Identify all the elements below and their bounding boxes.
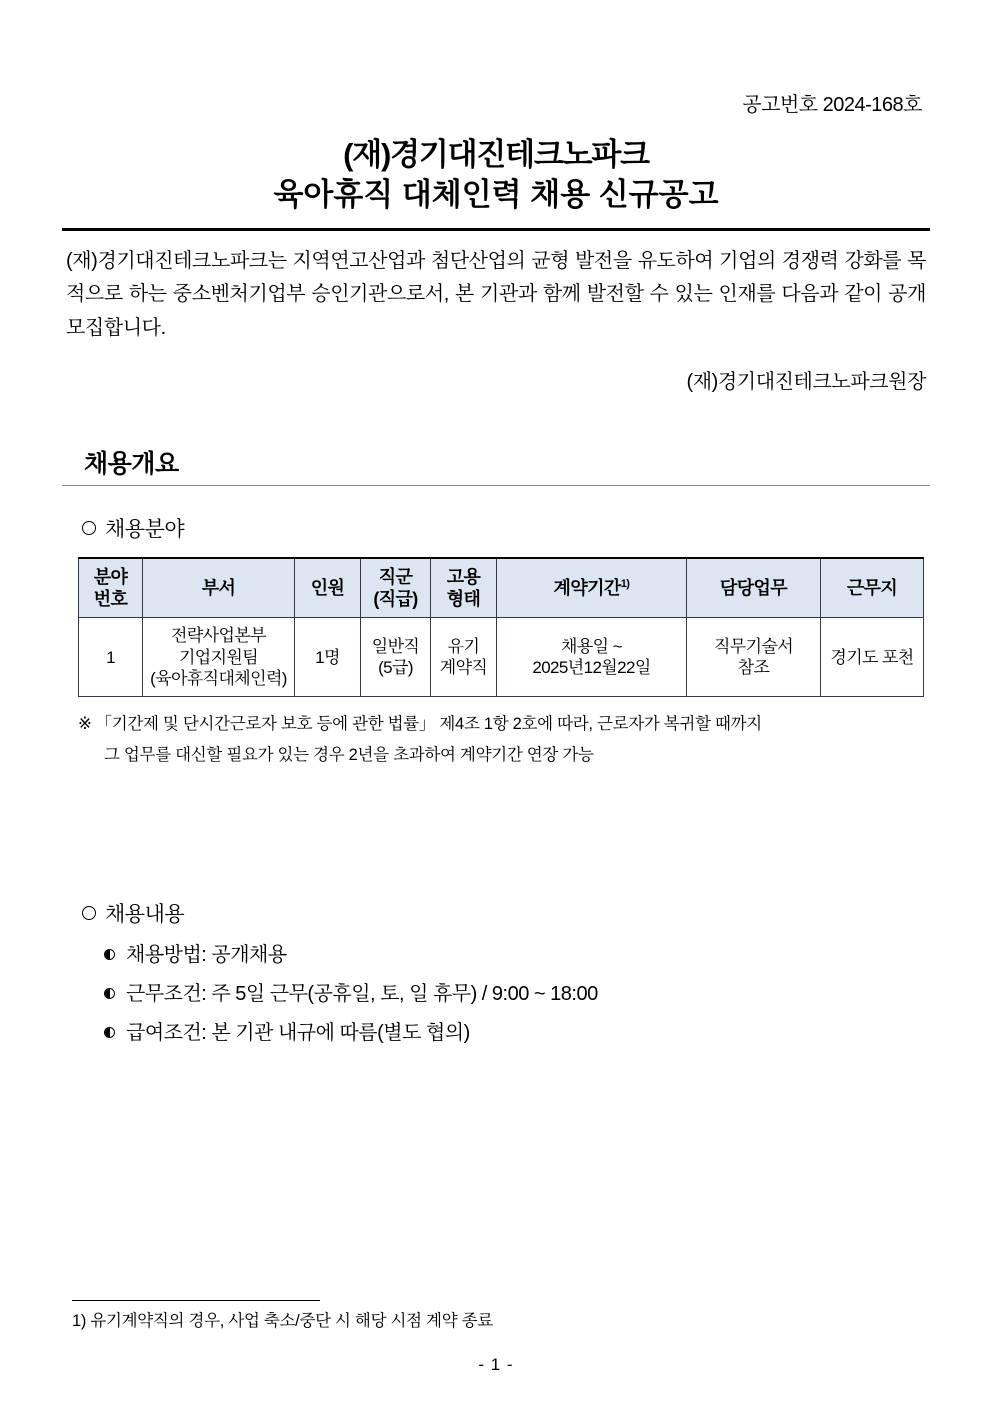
half-circle-bullet-icon [104,949,115,960]
half-circle-bullet-icon [104,988,115,999]
cell-contract-period [497,618,687,697]
intro-paragraph: (재)경기대진테크노파크는 지역연고산업과 첨단산업의 균형 발전을 유도하여 기업의 경쟁력 강화를 목적으로 하는 중소벤처기업부 승인기관으로서, 본 기관과 함께 발전할 수 있는 인재를 다음과 같이 공개 모집합니다. [66,249,926,339]
list-item-label: 채용방법: 공개채용 [126,944,287,967]
document-title: 육아휴직 대체인력 채용 신규공고 [273,177,719,213]
table-header-row [79,558,924,618]
subheading-recruit-field [62,513,930,543]
recruit-content-list [62,936,930,1053]
note-line1: 「기간제 및 단시간근로자 보호 등에 관한 법률」 제4조 1항 2호에 따라, 근로자가 복귀할 때까지 [95,715,762,734]
cell-duties-line1: 직무기술서 [713,636,794,656]
header-contract-period-label: 계약기간 [553,578,621,599]
cell-contract-period-line2: 2025년12월22일 [532,658,651,678]
header-contract-period [497,558,687,618]
cell-department-line2: 기업지원팀 [178,647,259,667]
cell-job-group [361,618,431,697]
cell-location: 경기도 포천 [821,618,924,697]
subheading-label: 채용분야 [105,518,185,542]
footnote-divider [72,1300,320,1301]
header-field-no [79,558,143,618]
header-job-group [361,558,431,618]
header-duties: 담당업무 [687,558,821,618]
header-job-group-line2: (직급) [373,589,418,610]
note-line2: 그 업무를 대신할 필요가 있는 경우 2년을 초과하여 계약기간 연장 가능 [104,745,594,764]
list-item-label: 급여조건: 본 기관 내규에 따름(별도 협의) [126,1022,470,1045]
cell-contract-period-line1: 채용일 ~ [561,636,622,656]
cell-employment-line1: 유기 [447,636,480,656]
organization-title: (재)경기대진테크노파크 [343,137,649,172]
subheading-label: 채용내용 [105,903,185,927]
cell-job-group-line2: (5급) [378,658,413,678]
list-item [104,936,930,975]
header-employment-line1: 고용 [446,566,481,587]
page-footer [62,1300,930,1403]
cell-department [143,618,295,697]
cell-job-group-line1: 일반직 [371,636,420,656]
section-heading: 채용개요 [84,450,179,479]
header-employment-type [431,558,497,618]
cell-duties [687,618,821,697]
cell-department-line3: (육아휴직대체인력) [150,669,287,689]
page-number: - 1 - [478,1355,514,1374]
header-employment-line2: 형태 [446,589,481,610]
list-item [104,975,930,1014]
circle-bullet-icon [82,521,96,535]
header-location: 근무지 [821,558,924,618]
section-divider [62,485,930,486]
circle-bullet-icon [82,906,96,920]
signature-line: (재)경기대진테크노파크원장 [686,371,926,394]
recruit-overview-section [62,444,930,1053]
cell-department-line1: 전략사업본부 [171,626,266,646]
title-block [62,135,930,216]
footnote-marker: 1) [620,578,630,591]
header-department: 부서 [143,558,295,618]
table-note [78,709,930,770]
cell-field-no: 1 [79,618,143,697]
list-item-label: 근무조건: 주 5일 근무(공휴일, 토, 일 휴무) / 9:00 ~ 18:00 [126,983,598,1006]
cell-duties-line2: 참조 [737,658,770,678]
recruit-table [78,557,924,697]
header-headcount: 인원 [295,558,361,618]
cell-headcount: 1명 [295,618,361,697]
cell-employment-line2: 계약직 [439,658,488,678]
half-circle-bullet-icon [104,1027,115,1038]
header-job-group-line1: 직군 [378,566,413,587]
title-divider [62,228,930,231]
announcement-number: 공고번호 2024-168호 [742,94,922,116]
note-mark: ※ [78,715,92,734]
table-row [79,618,924,697]
footnote-text: 1) 유기계약직의 경우, 사업 축소/중단 시 해당 시점 계약 종료 [72,1312,493,1330]
subheading-recruit-content [62,898,930,928]
list-item [104,1014,930,1053]
header-field-no-line1: 분야 [93,566,128,587]
cell-employment-type [431,618,497,697]
header-field-no-line2: 번호 [93,589,128,610]
